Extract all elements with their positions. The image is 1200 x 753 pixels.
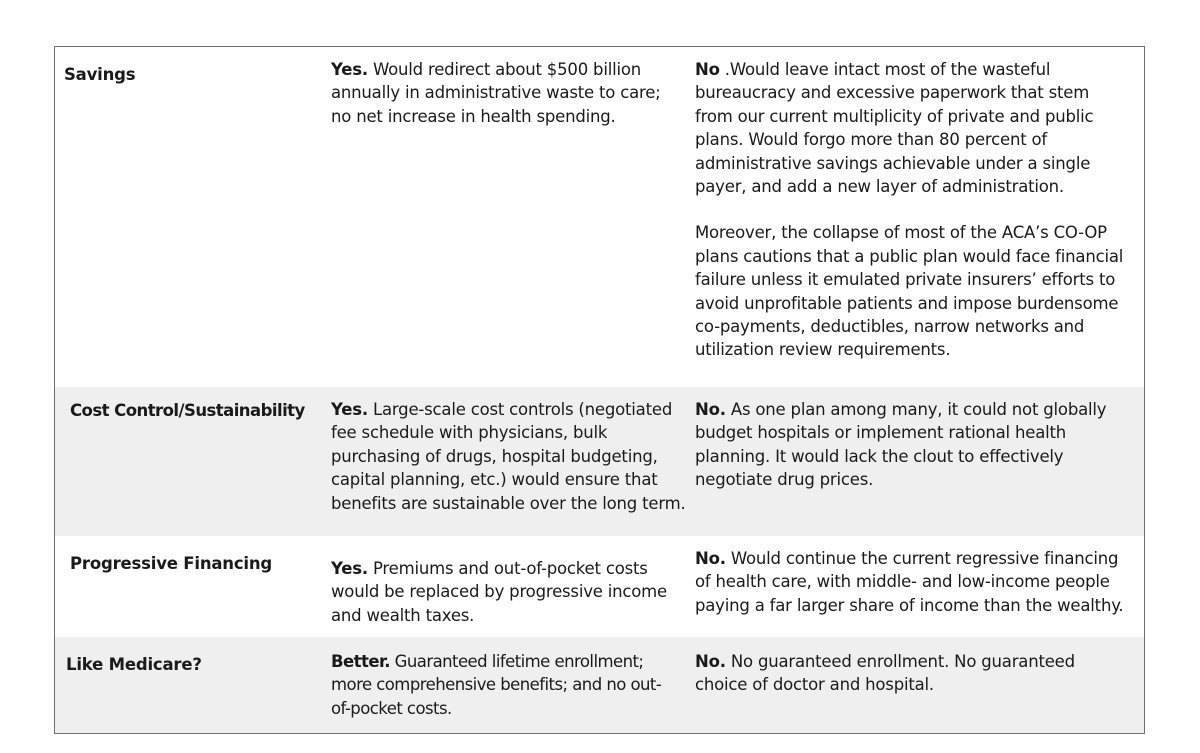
row-label-progressive-financing: Progressive Financing: [70, 554, 273, 573]
table-row-savings: [55, 47, 1144, 387]
single-payer-text: Guaranteed lifetime enrollment; more comprehensive benefits; and no out- of-pocket costs.: [331, 652, 662, 718]
single-payer-cell-like-medicare: [331, 650, 661, 720]
row-label-savings: Savings: [64, 65, 136, 84]
single-payer-cell-cost-control: [331, 398, 686, 515]
single-payer-text: Premiums and out-of-pocket costs would be replaced by progressive income and wealth taxes.: [331, 559, 667, 625]
comparison-table: [54, 46, 1145, 734]
table-row-cost-control: [55, 387, 1144, 536]
single-payer-verdict: Yes.: [331, 400, 368, 419]
row-label-like-medicare: Like Medicare?: [66, 655, 202, 674]
public-option-cell-savings: [695, 58, 1123, 362]
public-option-verdict: No: [695, 60, 720, 79]
public-option-text: No guaranteed enrollment. No guaranteed choice of doctor and hospital.: [695, 652, 1075, 695]
single-payer-cell-progressive-financing: [331, 557, 667, 627]
table-row-progressive-financing: [55, 536, 1144, 637]
public-option-text: As one plan among many, it could not globally budget hospitals or implement rational health planning. It would lack the clout to effectively negotiate drug prices.: [695, 400, 1107, 490]
single-payer-verdict: Yes.: [331, 559, 368, 578]
public-option-cell-cost-control: [695, 398, 1106, 492]
single-payer-cell-savings: [331, 58, 661, 128]
single-payer-verdict: Better.: [331, 652, 390, 671]
public-option-cell-like-medicare: [695, 650, 1075, 697]
public-option-text: Would continue the current regressive financing of health care, with middle- and low-income people paying a far larger share of income than the wealthy.: [695, 549, 1124, 615]
public-option-text: .Would leave intact most of the wasteful bureaucracy and excessive paperwork that stem from our current multiplicity of private and public plans. Would forgo more than 80 percent of administrative savings achievable under a single payer, and add a new layer of administration.: [695, 60, 1094, 197]
table-row-like-medicare: [55, 637, 1144, 734]
public-option-verdict: No.: [695, 549, 726, 568]
single-payer-text: Would redirect about $500 billion annually in administrative waste to care; no net increase in health spending.: [331, 60, 661, 126]
public-option-cell-progressive-financing: [695, 547, 1123, 617]
row-label-cost-control: Cost Control/Sustainability: [70, 401, 305, 420]
public-option-verdict: No.: [695, 652, 726, 671]
public-option-text-paragraph-2: Moreover, the collapse of most of the ACA’s CO-OP plans cautions that a public plan would face financial failure unless it emulated private insurers’ efforts to avoid unprofitable patients and impose burdensome co-payments, deductibles, narrow networks and utilization review requirements.: [695, 223, 1124, 360]
public-option-verdict: No.: [695, 400, 726, 419]
single-payer-verdict: Yes.: [331, 60, 368, 79]
single-payer-text: Large-scale cost controls (negotiated fee schedule with physicians, bulk purchasing of drugs, hospital budgeting, capital planning, etc.) would ensure that benefits are sustainable over the long term.: [331, 400, 686, 513]
